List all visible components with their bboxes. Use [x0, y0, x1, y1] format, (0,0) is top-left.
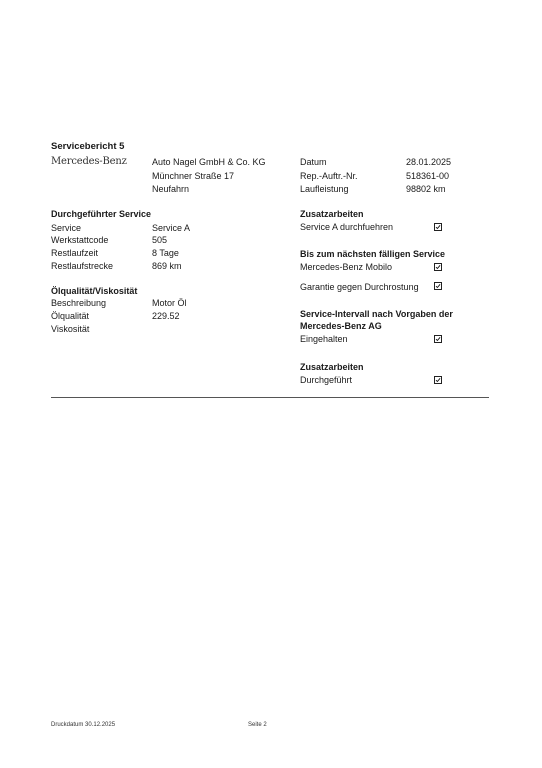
mobilo-checkbox[interactable] [434, 263, 442, 271]
interval-item-label: Eingehalten [300, 334, 348, 344]
page-number: Seite 2 [248, 722, 267, 728]
oil-heading: Ölqualität/Viskosität [51, 286, 138, 296]
extras-item-label: Service A durchfuehren [300, 222, 394, 232]
meta-value-mileage: 98802 km [406, 184, 446, 194]
brand-logo-text: Mercedes-Benz [51, 156, 127, 167]
checkmark-icon [435, 335, 441, 343]
remaining-distance-label: Restlaufstrecke [51, 261, 114, 271]
interval-item-checkbox[interactable] [434, 335, 442, 343]
meta-label-date: Datum [300, 157, 327, 167]
service-value: Service A [152, 223, 191, 233]
remaining-distance-value: 869 km [152, 261, 182, 271]
rust-warranty-checkbox[interactable] [434, 282, 442, 290]
meta-value-order: 518361-00 [406, 171, 450, 181]
mobilo-label: Mercedes-Benz Mobilo [300, 262, 393, 272]
meta-label-mileage: Laufleistung [300, 184, 349, 194]
extras2-item-label: Durchgeführt [300, 375, 353, 385]
checkmark-icon [435, 282, 441, 290]
oil-quality-label: Ölqualität [51, 311, 90, 321]
extras2-heading: Zusatzarbeiten [300, 362, 364, 372]
interval-heading-line2: Mercedes-Benz AG [300, 321, 382, 331]
service-label: Service [51, 223, 82, 233]
report-title: Servicebericht 5 [51, 141, 125, 152]
extras-item-checkbox[interactable] [434, 223, 442, 231]
remaining-time-label: Restlaufzeit [51, 248, 99, 258]
remaining-time-value: 8 Tage [152, 248, 179, 258]
interval-heading-line1: Service-Intervall nach Vorgaben der [300, 309, 453, 319]
dealer-street: Münchner Straße 17 [152, 171, 235, 181]
workshop-code-label: Werkstattcode [51, 235, 109, 245]
meta-label-order: Rep.-Auftr.-Nr. [300, 171, 358, 181]
service-heading: Durchgeführter Service [51, 209, 152, 219]
extras-heading: Zusatzarbeiten [300, 209, 364, 219]
dealer-city: Neufahrn [152, 184, 190, 194]
dealer-name: Auto Nagel GmbH & Co. KG [152, 157, 266, 167]
workshop-code-value: 505 [152, 235, 168, 245]
viscosity-label: Viskosität [51, 324, 90, 334]
print-date: Druckdatum 30.12.2025 [51, 722, 116, 728]
oil-description-value: Motor Öl [152, 298, 187, 308]
section-divider [51, 397, 489, 398]
checkmark-icon [435, 376, 441, 384]
next-service-heading: Bis zum nächsten fälligen Service [300, 249, 446, 259]
checkmark-icon [435, 223, 441, 231]
rust-warranty-label: Garantie gegen Durchrostung [300, 282, 419, 292]
oil-quality-value: 229.52 [152, 311, 180, 321]
oil-description-label: Beschreibung [51, 298, 107, 308]
meta-value-date: 28.01.2025 [406, 157, 452, 167]
extras2-item-checkbox[interactable] [434, 376, 442, 384]
checkmark-icon [435, 263, 441, 271]
